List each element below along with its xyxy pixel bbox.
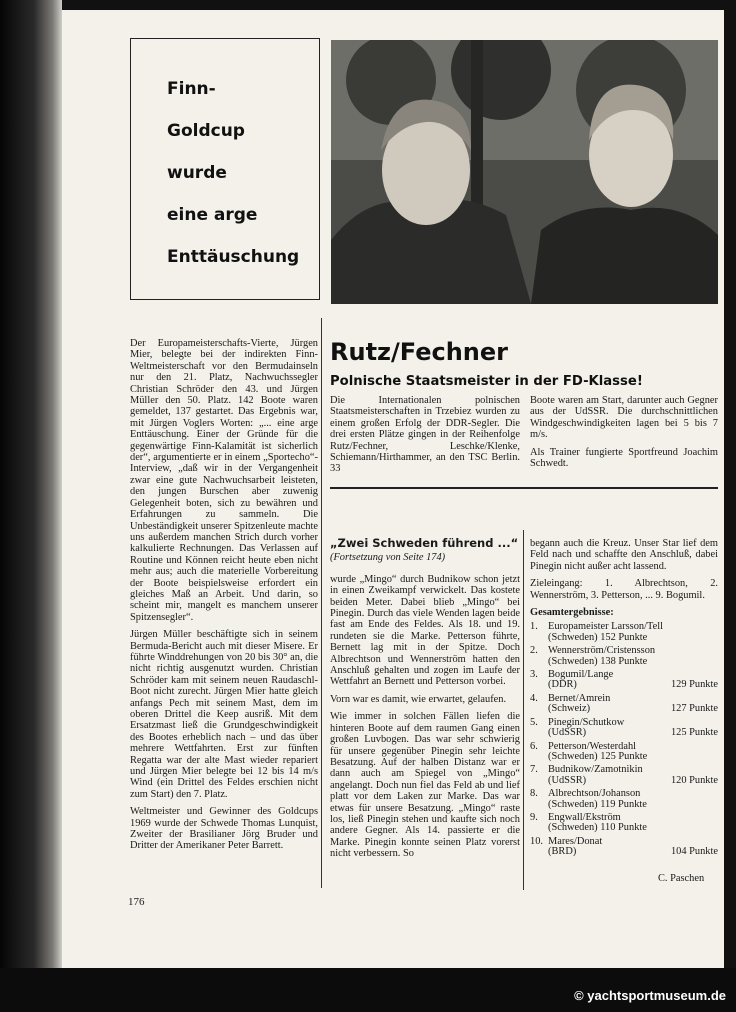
result-entry	[548, 742, 718, 763]
result-nation: (Schweden) 152 Punkte	[548, 631, 648, 643]
result-row	[530, 718, 718, 739]
continuation-column-1	[330, 538, 520, 866]
title-line-5: Enttäuschung	[167, 247, 300, 267]
result-crew: Budnikow/Zamotnikin	[548, 764, 643, 776]
result-entry	[548, 765, 718, 786]
photo-illustration	[331, 40, 718, 304]
result-row	[530, 837, 718, 858]
left-paragraph-2: Jürgen Müller beschäftigte sich in seinem Bermuda-Bericht auch mit dieser Misere. Er führte Winddrehungen von 20 bis 30° an, die nicht richtig ausgenutzt wurden. Christian Schröder kam mit seinem neuen Raudaschl-Boot nicht zurecht. Jürgen Mier hatte gleich anfangs Pech mit seinem Mast, dem im oberen Drittel die Keep ausriß. Mit dem Ersatzmast ließ die Grundgeschwindigkeit des Bootes erheblich nach – und das über mehrere Wettfahrten. Erst zur fünften Regatta war der alte Mast wieder repariert und Jürgen Mier belegte bei 12 bis 14 m/s Wind (ein Drittel des Feldes erschien nicht zum Start) den 7. Platz.	[130, 629, 318, 800]
result-points: 104 Punkte	[670, 846, 718, 858]
result-nation: (Schweden) 138 Punkte	[548, 655, 648, 667]
result-detail	[548, 633, 718, 643]
result-nation: (UdSSR)	[548, 727, 587, 739]
result-entry	[548, 622, 718, 643]
result-row	[530, 813, 718, 834]
title-line-4: eine arge	[167, 205, 258, 225]
result-crew: Engwall/Ekström	[548, 811, 621, 823]
result-rank: 2.	[530, 645, 538, 657]
result-points: 127 Punkte	[670, 703, 718, 715]
result-crew: Albrechtson/Johanson	[548, 788, 641, 800]
continuation-paragraph-4: begann auch die Kreuz. Unser Star lief dem Feld nach und schaffte den Anschluß, dabei Pinegin nicht außer acht lassend.	[530, 538, 718, 572]
result-rank: 9.	[530, 811, 538, 823]
article-column-2	[530, 395, 718, 475]
result-detail	[548, 823, 718, 833]
article-column-1	[330, 395, 520, 481]
result-rank: 5.	[530, 716, 538, 728]
result-nation: (Schweden) 119 Punkte	[548, 798, 647, 810]
watermark-credit: © yachtsportmuseum.de	[574, 988, 726, 1003]
result-crew: Petterson/Westerdahl	[548, 740, 637, 752]
article-paragraph-2: Boote waren am Start, darunter auch Gegner aus der UdSSR. Die durchschnittlichen Windgeschwindigkeiten lagen bei 5 bis 7 m/s.	[530, 395, 718, 441]
result-crew: Pinegin/Schutkow	[548, 716, 625, 728]
result-nation: (BRD)	[548, 846, 577, 858]
result-row	[530, 670, 718, 691]
book-spine-shadow	[0, 0, 62, 1012]
continuation-title: „Zwei Schweden führend ...“	[330, 536, 519, 550]
left-paragraph-1: Der Europameisterschafts-Vierte, Jürgen Mier, belegte bei der indirekten Finn-Weltmeisterschaft vor den Bermudainseln nur den 21. Platz, Nachwuchssegler Christian Schröder den 43. und Jürgen Müller den 50. Platz. 142 Boote waren gemeldet, 137 gestartet. Das Ergebnis war, mit Jürgen Voglers Worten: „... eine arge Enttäuschung. Einer der Gründe für die gegenwärtige Finn-Kalamität ist sicherlich der“, argumentierte er in einem „Sportecho“-Interview, „daß wir in der Vergangenheit zwar eine gute Nachwuchsarbeit leisteten, den jungen Burschen aber zuwenig Gelegenheit boten, sich zu bewähren und Erfahrungen zu sammeln. Die Unbeständigkeit unserer Spitzenleute machte uns außerdem manchen Strich durch vorher kalkulierte Rechnungen. Das Verlassen auf Routine und Können reicht heute eben nicht mehr aus; auch die materielle Vorbereitung der Boote beispielsweise erfordert ein gleiches Maß an Arbeit. Und darin, so scheint mir, mangelt es manchem unserer Spitzensegler“.	[130, 338, 318, 623]
left-paragraph-3: Weltmeister und Gewinner des Goldcups 1969 wurde der Schwede Thomas Lunquist, Zweiter der Brasilianer Jörg Bruder und Dritter der Amerikaner Peter Barrett.	[130, 806, 318, 852]
result-row	[530, 622, 718, 643]
result-points: 129 Punkte	[670, 679, 718, 691]
result-points: 120 Punkte	[670, 774, 718, 786]
result-nation: (Schweden) 110 Punkte	[548, 822, 647, 834]
results-title: Gesamtergebnisse:	[530, 607, 614, 619]
result-rank: 4.	[530, 692, 538, 704]
result-entry	[548, 694, 718, 715]
result-row	[530, 742, 718, 763]
result-row	[530, 789, 718, 810]
result-entry	[548, 837, 718, 858]
title-box	[130, 38, 320, 300]
article-headline: Rutz/Fechner	[330, 338, 508, 366]
result-crew: Mares/Donat	[548, 835, 603, 847]
result-entry	[548, 789, 718, 810]
author-signature: C. Paschen	[658, 873, 705, 884]
title-line-2: Goldcup	[167, 121, 245, 141]
left-column	[130, 338, 318, 858]
result-detail	[548, 728, 718, 738]
results-list	[530, 622, 718, 857]
continuation-paragraph-2: Vorn war es damit, wie erwartet, gelaufen.	[330, 693, 507, 705]
result-crew: Bernet/Amrein	[548, 692, 611, 704]
sailors-portrait-photo	[331, 40, 718, 304]
continuation-paragraph-1: wurde „Mingo“ durch Budnikow schon jetzt in einen Zweikampf verwickelt. Das kostete beiden Meter. Dabei blieb „Mingo“ bei Pinegin. Durch das viele Wenden lagen beide fast am Ende des Feldes. Als 18. und 19. rundeten sie die Marke. Petterson führte, Bernett lag mit in der Spitze. Doch Albrechtson und Wennerström hatten den Anschluß gehalten und zogen im Laufe der Wettfahrt an Bernett und Petterson vorbei.	[330, 573, 520, 688]
result-nation: (Schweden) 125 Punkte	[548, 750, 648, 762]
result-crew: Europameister Larsson/Tell	[548, 621, 663, 633]
result-nation: (DDR)	[548, 679, 577, 691]
result-rank: 1.	[530, 621, 538, 633]
result-row	[530, 694, 718, 715]
result-rank: 7.	[530, 764, 538, 776]
page-number: 176	[128, 896, 145, 908]
result-row	[530, 646, 718, 667]
result-entry	[548, 670, 718, 691]
continuation-note: (Fortsetzung von Seite 174)	[330, 552, 446, 564]
continuation-divider	[523, 530, 524, 890]
result-rank: 6.	[530, 740, 538, 752]
result-detail	[548, 657, 718, 667]
result-rank: 3.	[530, 669, 538, 681]
article-subheadline: Polnische Staatsmeister in der FD-Klasse!	[330, 374, 643, 389]
result-entry	[548, 646, 718, 667]
continuation-paragraph-3: Wie immer in solchen Fällen liefen die hinteren Boote auf dem raumen Gang einen großen Luvbogen. Das war sehr schwierig für unsere gegenüber Pinegin sehr leichte Besatzung. Auf der halben Distanz war er dann auch am Spiegel von „Mingo“ angelangt. Doch nun fiel das Feld ab und lief platt vor dem Laken zur Marke. Das war etwas für unsere Besatzung. „Mingo“ raste los, ließ Pinegin stehen und kaufte sich noch andere Gegner. Als 14. passierte er die Marke. Pinegin konnte seinen Platz vorerst nicht verbessern. So	[330, 711, 520, 860]
result-detail	[548, 752, 718, 762]
result-crew: Wennerström/Cristensson	[548, 645, 656, 657]
result-nation: (Schweiz)	[548, 703, 591, 715]
result-entry	[548, 718, 718, 739]
result-points: 125 Punkte	[670, 727, 718, 739]
result-crew: Bogumil/Lange	[548, 669, 614, 681]
column-divider	[321, 318, 322, 888]
result-row	[530, 765, 718, 786]
article-paragraph-3: Als Trainer fungierte Sportfreund Joachim Schwedt.	[530, 446, 718, 470]
result-detail	[548, 776, 718, 786]
result-detail	[548, 680, 718, 690]
title-line-3: wurde	[167, 163, 227, 183]
section-rule	[330, 487, 718, 489]
result-detail	[548, 847, 718, 857]
continuation-column-2	[530, 538, 718, 861]
finish-order: Zieleingang: 1. Albrechtson, 2. Wennerström, 3. Petterson, ... 9. Bogumil.	[530, 578, 718, 601]
result-rank: 8.	[530, 788, 538, 800]
result-detail	[548, 800, 718, 810]
result-nation: (UdSSR)	[548, 774, 587, 786]
result-detail	[548, 704, 718, 714]
article-paragraph-1: Die Internationalen polnischen Staatsmeisterschaften in Trzebiez wurden zu einem großen Erfolg der DDR-Segler. Die drei ersten Plätze gingen in der Reihenfolge Rutz/Fechner, Leschke/Klenke, Schiemann/Hirthammer, an den TSC Berlin. 33	[330, 395, 520, 475]
result-rank: 10.	[530, 835, 543, 847]
result-entry	[548, 813, 718, 834]
title-line-1: Finn-	[167, 79, 216, 99]
